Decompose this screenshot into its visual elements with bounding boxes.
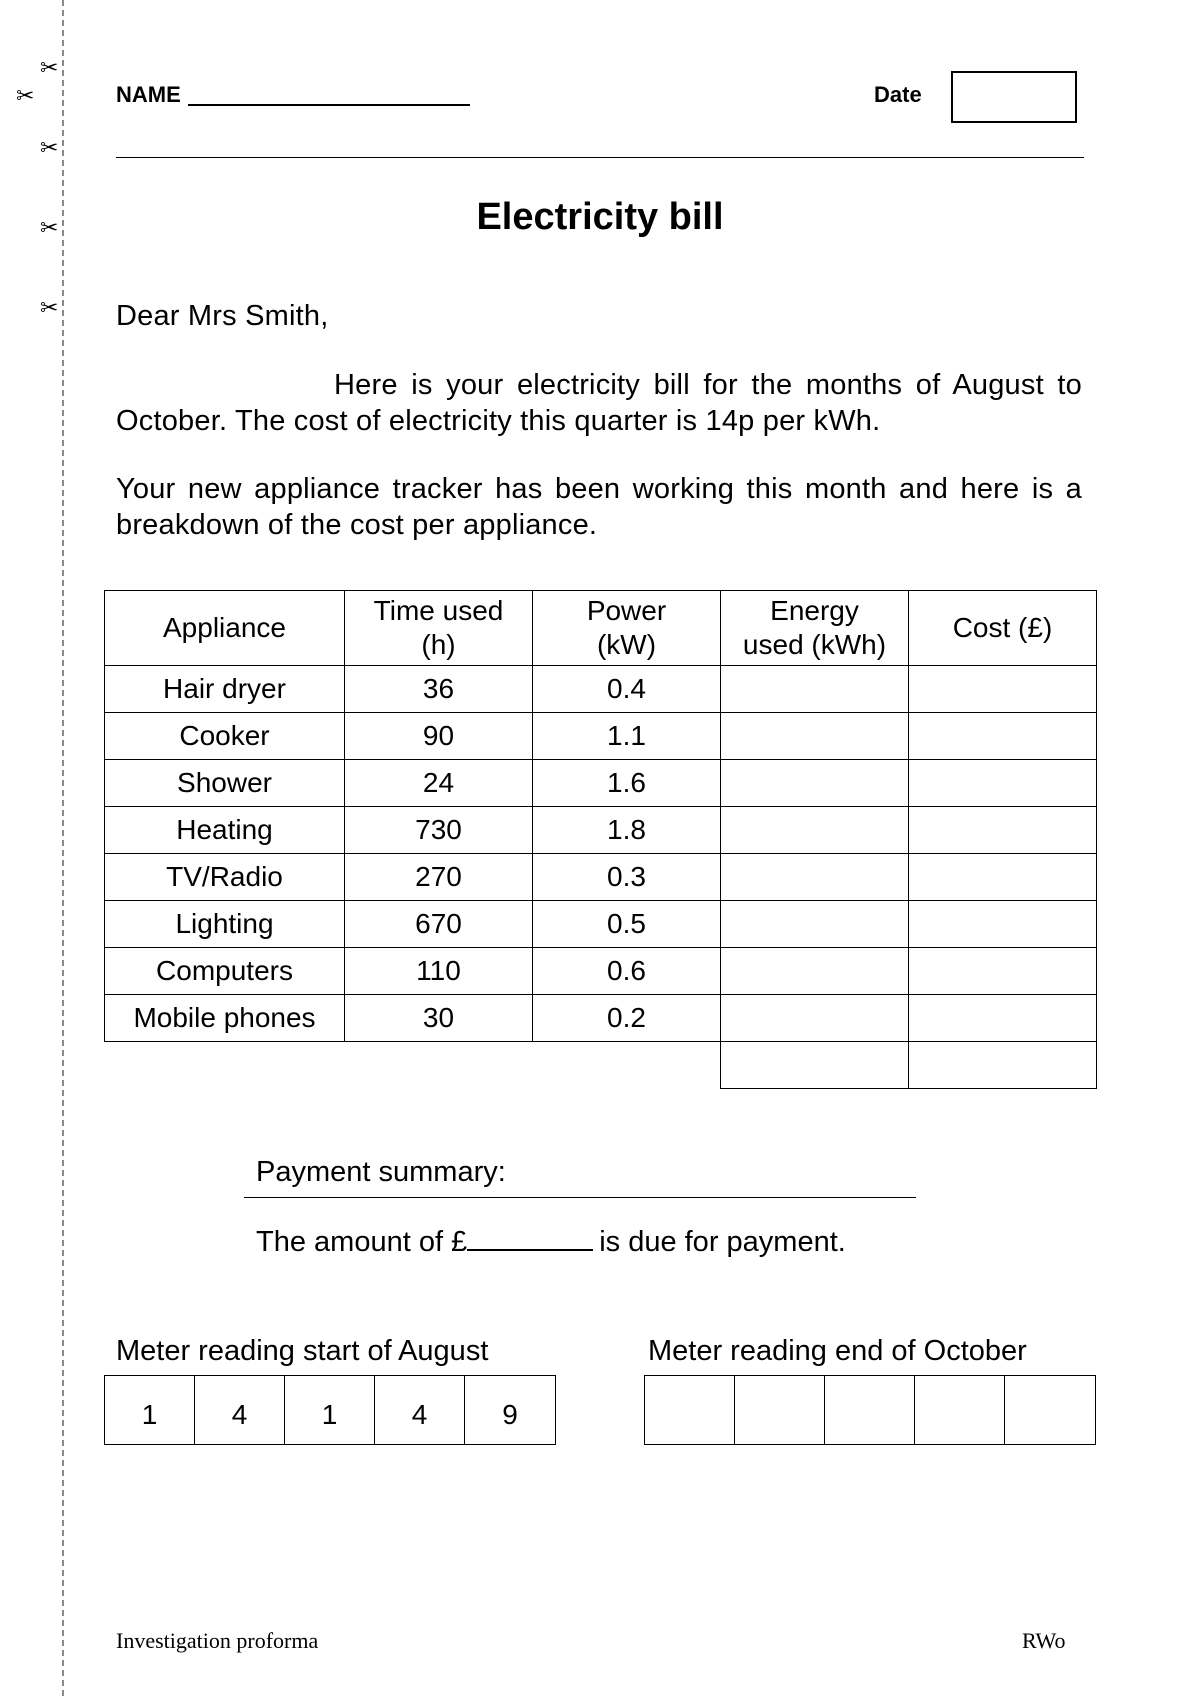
appliance-cell: Heating [105, 807, 345, 854]
meter-digit-input[interactable] [1005, 1376, 1095, 1444]
payment-summary-label: Payment summary: [256, 1156, 506, 1188]
power-cell: 1.8 [533, 807, 721, 854]
time-cell: 110 [345, 948, 533, 995]
table-header-row [105, 591, 1097, 666]
meter-end-label: Meter reading end of October [648, 1335, 1027, 1367]
cost-input-cell[interactable] [909, 666, 1097, 713]
power-cell: 0.6 [533, 948, 721, 995]
power-cell: 0.2 [533, 995, 721, 1042]
payment-suffix: is due for payment. [599, 1226, 846, 1258]
time-cell: 90 [345, 713, 533, 760]
payment-amount-field[interactable] [467, 1225, 593, 1251]
appliance-cell: TV/Radio [105, 854, 345, 901]
meter-digit-input[interactable] [645, 1376, 735, 1444]
appliance-cell: Mobile phones [105, 995, 345, 1042]
energy-input-cell[interactable] [721, 995, 909, 1042]
table-row [105, 807, 1097, 854]
energy-input-cell[interactable] [721, 807, 909, 854]
energy-input-cell[interactable] [721, 760, 909, 807]
energy-input-cell[interactable] [721, 948, 909, 995]
scissors-icon: ✂ [40, 56, 59, 81]
cost-input-cell[interactable] [909, 854, 1097, 901]
power-cell: 0.5 [533, 901, 721, 948]
meter-digit: 4 [195, 1376, 285, 1444]
time-cell: 24 [345, 760, 533, 807]
blank-cell [533, 1042, 721, 1089]
blank-cell [105, 1042, 345, 1089]
payment-divider [244, 1197, 916, 1198]
payment-sentence [256, 1225, 846, 1259]
appliance-cell: Computers [105, 948, 345, 995]
meter-digit-input[interactable] [825, 1376, 915, 1444]
payment-prefix: The amount of £ [256, 1226, 468, 1258]
power-cell: 0.3 [533, 854, 721, 901]
cut-line [62, 0, 64, 1696]
name-label: NAME [116, 82, 181, 107]
meter-digit: 1 [105, 1376, 195, 1444]
table-row [105, 713, 1097, 760]
scissors-icon: ✂ [40, 296, 59, 321]
meter-digit-input[interactable] [915, 1376, 1005, 1444]
meter-start-reading [104, 1375, 556, 1445]
power-cell: 1.6 [533, 760, 721, 807]
power-cell: 0.4 [533, 666, 721, 713]
cost-input-cell[interactable] [909, 760, 1097, 807]
cost-input-cell[interactable] [909, 948, 1097, 995]
salutation: Dear Mrs Smith, [116, 300, 329, 332]
scissors-icon: ✂ [40, 136, 59, 161]
appliance-cell: Shower [105, 760, 345, 807]
scissors-icon: ✂ [16, 84, 35, 109]
scissors-icon: ✂ [40, 216, 59, 241]
time-cell: 670 [345, 901, 533, 948]
time-cell: 730 [345, 807, 533, 854]
power-cell: 1.1 [533, 713, 721, 760]
header-energy-used: Energy used (kWh) [721, 591, 909, 666]
header-cost: Cost (£) [909, 591, 1097, 666]
appliance-cell: Cooker [105, 713, 345, 760]
cost-input-cell[interactable] [909, 713, 1097, 760]
meter-end-reading [644, 1375, 1096, 1445]
cost-input-cell[interactable] [909, 901, 1097, 948]
name-field[interactable] [188, 104, 470, 106]
meter-digit: 1 [285, 1376, 375, 1444]
date-label: Date [874, 82, 922, 107]
header-appliance: Appliance [105, 591, 345, 666]
table-row [105, 666, 1097, 713]
header-time-used: Time used (h) [345, 591, 533, 666]
meter-digit: 4 [375, 1376, 465, 1444]
letter-paragraph-2: Your new appliance tracker has been working this month and here is a breakdown of the cost per appliance. [116, 473, 1082, 541]
meter-digit-input[interactable] [735, 1376, 825, 1444]
appliance-table [104, 590, 1097, 1089]
page-title: Electricity bill [476, 196, 724, 238]
energy-input-cell[interactable] [721, 854, 909, 901]
cost-input-cell[interactable] [909, 995, 1097, 1042]
date-field[interactable] [951, 71, 1077, 123]
totals-row [105, 1042, 1097, 1089]
appliance-cell: Lighting [105, 901, 345, 948]
time-cell: 36 [345, 666, 533, 713]
appliance-cell: Hair dryer [105, 666, 345, 713]
time-cell: 30 [345, 995, 533, 1042]
time-cell: 270 [345, 854, 533, 901]
table-row [105, 854, 1097, 901]
header-power: Power (kW) [533, 591, 721, 666]
energy-input-cell[interactable] [721, 901, 909, 948]
total-energy-cell[interactable] [721, 1042, 909, 1089]
energy-input-cell[interactable] [721, 713, 909, 760]
energy-input-cell[interactable] [721, 666, 909, 713]
table-row [105, 995, 1097, 1042]
meter-digit: 9 [502, 1399, 518, 1430]
cost-input-cell[interactable] [909, 807, 1097, 854]
total-cost-cell[interactable] [909, 1042, 1097, 1089]
table-row [105, 948, 1097, 995]
table-row [105, 760, 1097, 807]
meter-start-label: Meter reading start of August [116, 1335, 489, 1367]
table-row [105, 901, 1097, 948]
header-divider [116, 157, 1084, 158]
footer-right: RWo [1022, 1628, 1066, 1653]
footer-left: Investigation proforma [116, 1628, 319, 1653]
letter-paragraph-1: Here is your electricity bill for the months of August to October. The cost of electricity this quarter is 14p per kWh. [116, 369, 1082, 437]
blank-cell [345, 1042, 533, 1089]
